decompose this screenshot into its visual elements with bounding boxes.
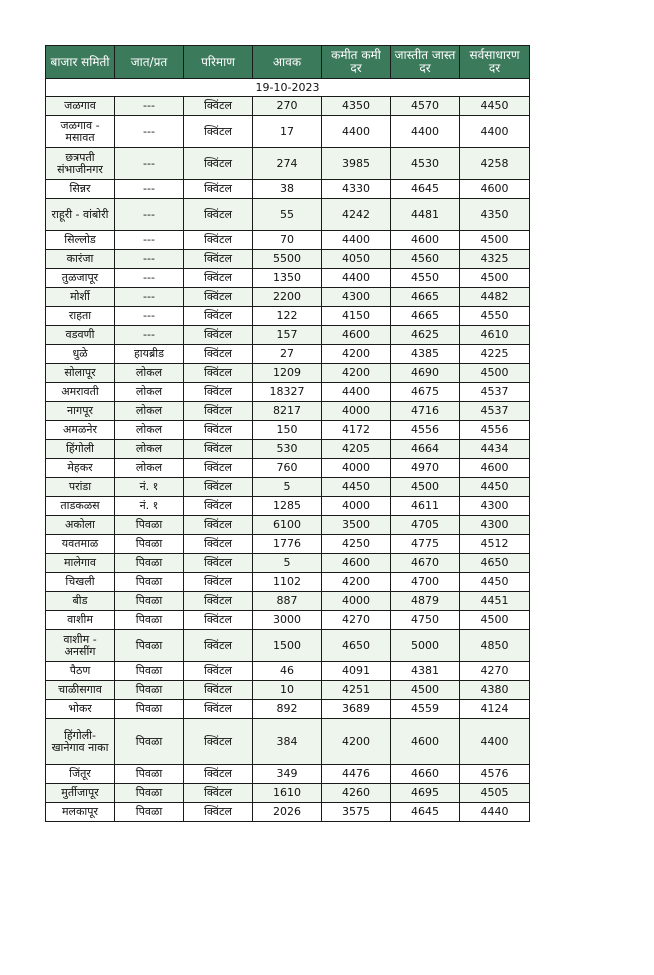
cell-variety: पिवळा (115, 516, 184, 535)
cell-unit: क्विंटल (184, 516, 253, 535)
cell-max-rate: 4400 (391, 116, 460, 148)
cell-max-rate: 4600 (391, 231, 460, 250)
cell-variety: नं. १ (115, 478, 184, 497)
cell-variety: पिवळा (115, 803, 184, 822)
cell-arrival: 55 (253, 199, 322, 231)
cell-market: तुळजापूर (46, 269, 115, 288)
cell-max-rate: 4556 (391, 421, 460, 440)
cell-market: परांडा (46, 478, 115, 497)
cell-market: वडवणी (46, 326, 115, 345)
header-max-rate: जास्तीत जास्त दर (391, 46, 460, 79)
cell-modal-rate: 4400 (460, 116, 530, 148)
cell-variety: पिवळा (115, 573, 184, 592)
cell-max-rate: 4675 (391, 383, 460, 402)
cell-max-rate: 4665 (391, 288, 460, 307)
cell-max-rate: 4690 (391, 364, 460, 383)
cell-arrival: 530 (253, 440, 322, 459)
cell-modal-rate: 4434 (460, 440, 530, 459)
cell-unit: क्विंटल (184, 611, 253, 630)
cell-modal-rate: 4225 (460, 345, 530, 364)
cell-min-rate: 4400 (322, 231, 391, 250)
cell-min-rate: 4200 (322, 719, 391, 765)
cell-variety: पिवळा (115, 554, 184, 573)
cell-arrival: 349 (253, 765, 322, 784)
cell-arrival: 760 (253, 459, 322, 478)
cell-modal-rate: 4500 (460, 269, 530, 288)
table-row (46, 116, 530, 148)
table-header (46, 46, 530, 79)
cell-variety: पिवळा (115, 611, 184, 630)
cell-modal-rate: 4325 (460, 250, 530, 269)
cell-arrival: 18327 (253, 383, 322, 402)
table-row (46, 345, 530, 364)
cell-arrival: 1776 (253, 535, 322, 554)
table-row (46, 784, 530, 803)
cell-arrival: 122 (253, 307, 322, 326)
cell-max-rate: 4500 (391, 478, 460, 497)
cell-unit: क्विंटल (184, 364, 253, 383)
cell-market: चाळीसगाव (46, 681, 115, 700)
table-row (46, 199, 530, 231)
cell-max-rate: 4775 (391, 535, 460, 554)
table-row (46, 516, 530, 535)
cell-variety: --- (115, 199, 184, 231)
cell-unit: क्विंटल (184, 681, 253, 700)
table-row (46, 307, 530, 326)
cell-modal-rate: 4270 (460, 662, 530, 681)
cell-unit: क्विंटल (184, 803, 253, 822)
cell-max-rate: 4750 (391, 611, 460, 630)
cell-modal-rate: 4380 (460, 681, 530, 700)
cell-modal-rate: 4300 (460, 516, 530, 535)
cell-market: सिन्नर (46, 180, 115, 199)
cell-market: जळगाव (46, 97, 115, 116)
table-row (46, 765, 530, 784)
cell-max-rate: 4381 (391, 662, 460, 681)
cell-arrival: 70 (253, 231, 322, 250)
cell-min-rate: 4330 (322, 180, 391, 199)
cell-market: मालेगाव (46, 554, 115, 573)
table-row (46, 497, 530, 516)
cell-market: बीड (46, 592, 115, 611)
cell-arrival: 270 (253, 97, 322, 116)
cell-modal-rate: 4650 (460, 554, 530, 573)
cell-max-rate: 4695 (391, 784, 460, 803)
cell-unit: क्विंटल (184, 97, 253, 116)
cell-min-rate: 4050 (322, 250, 391, 269)
cell-min-rate: 4600 (322, 554, 391, 573)
cell-unit: क्विंटल (184, 148, 253, 180)
cell-modal-rate: 4505 (460, 784, 530, 803)
cell-variety: --- (115, 250, 184, 269)
cell-max-rate: 4664 (391, 440, 460, 459)
header-arrival: आवक (253, 46, 322, 79)
table-row (46, 231, 530, 250)
cell-arrival: 1610 (253, 784, 322, 803)
cell-min-rate: 4300 (322, 288, 391, 307)
cell-min-rate: 4000 (322, 459, 391, 478)
cell-modal-rate: 4576 (460, 765, 530, 784)
header-modal-rate: सर्वसाधारण दर (460, 46, 530, 79)
cell-min-rate: 3575 (322, 803, 391, 822)
cell-market: राहता (46, 307, 115, 326)
cell-market: चिखली (46, 573, 115, 592)
cell-min-rate: 4251 (322, 681, 391, 700)
cell-arrival: 38 (253, 180, 322, 199)
cell-variety: पिवळा (115, 630, 184, 662)
cell-modal-rate: 4451 (460, 592, 530, 611)
cell-unit: क्विंटल (184, 383, 253, 402)
table-row (46, 554, 530, 573)
cell-max-rate: 4660 (391, 765, 460, 784)
cell-min-rate: 4350 (322, 97, 391, 116)
cell-market: मुर्तीजापूर (46, 784, 115, 803)
cell-modal-rate: 4500 (460, 611, 530, 630)
cell-variety: --- (115, 307, 184, 326)
cell-variety: --- (115, 148, 184, 180)
cell-unit: क्विंटल (184, 719, 253, 765)
header-unit: परिमाण (184, 46, 253, 79)
table-row (46, 326, 530, 345)
cell-min-rate: 4200 (322, 573, 391, 592)
cell-market: जिंतूर (46, 765, 115, 784)
cell-max-rate: 4559 (391, 700, 460, 719)
cell-min-rate: 4650 (322, 630, 391, 662)
table-row (46, 535, 530, 554)
cell-arrival: 3000 (253, 611, 322, 630)
table-row (46, 421, 530, 440)
cell-arrival: 6100 (253, 516, 322, 535)
cell-min-rate: 4400 (322, 269, 391, 288)
cell-unit: क्विंटल (184, 199, 253, 231)
cell-modal-rate: 4600 (460, 180, 530, 199)
cell-variety: --- (115, 180, 184, 199)
table-row (46, 573, 530, 592)
cell-unit: क्विंटल (184, 700, 253, 719)
cell-min-rate: 4200 (322, 345, 391, 364)
cell-min-rate: 4600 (322, 326, 391, 345)
cell-arrival: 10 (253, 681, 322, 700)
cell-market: अमरावती (46, 383, 115, 402)
cell-market: पैठण (46, 662, 115, 681)
cell-market: सिल्लोड (46, 231, 115, 250)
cell-max-rate: 4570 (391, 97, 460, 116)
cell-market: मेहकर (46, 459, 115, 478)
cell-modal-rate: 4600 (460, 459, 530, 478)
cell-market: नागपूर (46, 402, 115, 421)
cell-min-rate: 4400 (322, 383, 391, 402)
cell-variety: --- (115, 116, 184, 148)
cell-unit: क्विंटल (184, 326, 253, 345)
cell-modal-rate: 4258 (460, 148, 530, 180)
cell-unit: क्विंटल (184, 459, 253, 478)
cell-market: राहूरी - वांबोरी (46, 199, 115, 231)
cell-modal-rate: 4556 (460, 421, 530, 440)
cell-modal-rate: 4450 (460, 97, 530, 116)
table-row (46, 611, 530, 630)
cell-modal-rate: 4482 (460, 288, 530, 307)
header-variety: जात/प्रत (115, 46, 184, 79)
cell-arrival: 157 (253, 326, 322, 345)
cell-unit: क्विंटल (184, 231, 253, 250)
cell-variety: लोकल (115, 440, 184, 459)
cell-unit: क्विंटल (184, 180, 253, 199)
cell-market: वाशीम (46, 611, 115, 630)
table-row (46, 440, 530, 459)
cell-variety: पिवळा (115, 535, 184, 554)
cell-arrival: 2026 (253, 803, 322, 822)
cell-market: छत्रपती संभाजीनगर (46, 148, 115, 180)
cell-min-rate: 4000 (322, 402, 391, 421)
cell-min-rate: 4476 (322, 765, 391, 784)
cell-min-rate: 4205 (322, 440, 391, 459)
cell-arrival: 2200 (253, 288, 322, 307)
table-row (46, 630, 530, 662)
cell-market: हिंगोली (46, 440, 115, 459)
cell-unit: क्विंटल (184, 402, 253, 421)
cell-variety: लोकल (115, 402, 184, 421)
cell-variety: --- (115, 269, 184, 288)
cell-max-rate: 4645 (391, 803, 460, 822)
cell-variety: पिवळा (115, 765, 184, 784)
cell-modal-rate: 4550 (460, 307, 530, 326)
cell-market: मोर्शी (46, 288, 115, 307)
cell-arrival: 1209 (253, 364, 322, 383)
cell-unit: क्विंटल (184, 573, 253, 592)
cell-arrival: 17 (253, 116, 322, 148)
cell-min-rate: 4150 (322, 307, 391, 326)
cell-min-rate: 4450 (322, 478, 391, 497)
cell-modal-rate: 4537 (460, 383, 530, 402)
cell-market: हिंगोली- खानेगाव नाका (46, 719, 115, 765)
cell-arrival: 1500 (253, 630, 322, 662)
table-row (46, 478, 530, 497)
cell-arrival: 46 (253, 662, 322, 681)
cell-min-rate: 3985 (322, 148, 391, 180)
cell-variety: लोकल (115, 421, 184, 440)
cell-variety: लोकल (115, 364, 184, 383)
table-row (46, 459, 530, 478)
table-row (46, 803, 530, 822)
cell-variety: लोकल (115, 459, 184, 478)
cell-min-rate: 4000 (322, 592, 391, 611)
cell-modal-rate: 4124 (460, 700, 530, 719)
cell-variety: लोकल (115, 383, 184, 402)
cell-min-rate: 4250 (322, 535, 391, 554)
cell-min-rate: 4200 (322, 364, 391, 383)
cell-modal-rate: 4500 (460, 364, 530, 383)
cell-variety: पिवळा (115, 784, 184, 803)
cell-modal-rate: 4450 (460, 573, 530, 592)
cell-max-rate: 4879 (391, 592, 460, 611)
cell-max-rate: 4645 (391, 180, 460, 199)
cell-min-rate: 3689 (322, 700, 391, 719)
cell-unit: क्विंटल (184, 630, 253, 662)
cell-max-rate: 4530 (391, 148, 460, 180)
cell-variety: नं. १ (115, 497, 184, 516)
cell-arrival: 5 (253, 478, 322, 497)
header-market: बाजार समिती (46, 46, 115, 79)
cell-market: कारंजा (46, 250, 115, 269)
cell-arrival: 892 (253, 700, 322, 719)
cell-modal-rate: 4440 (460, 803, 530, 822)
cell-arrival: 1102 (253, 573, 322, 592)
table-row (46, 97, 530, 116)
cell-max-rate: 4705 (391, 516, 460, 535)
date-cell: 19-10-2023 (46, 79, 530, 97)
cell-max-rate: 4716 (391, 402, 460, 421)
cell-unit: क्विंटल (184, 554, 253, 573)
cell-max-rate: 4670 (391, 554, 460, 573)
cell-max-rate: 4665 (391, 307, 460, 326)
cell-max-rate: 5000 (391, 630, 460, 662)
cell-variety: पिवळा (115, 662, 184, 681)
table-body (46, 79, 530, 822)
cell-modal-rate: 4300 (460, 497, 530, 516)
cell-modal-rate: 4350 (460, 199, 530, 231)
table-row (46, 148, 530, 180)
cell-arrival: 274 (253, 148, 322, 180)
header-min-rate: कमीत कमी दर (322, 46, 391, 79)
cell-arrival: 1350 (253, 269, 322, 288)
cell-unit: क्विंटल (184, 535, 253, 554)
cell-variety: पिवळा (115, 719, 184, 765)
cell-variety: --- (115, 326, 184, 345)
cell-unit: क्विंटल (184, 765, 253, 784)
cell-arrival: 887 (253, 592, 322, 611)
cell-min-rate: 3500 (322, 516, 391, 535)
cell-variety: --- (115, 231, 184, 250)
market-rates-table (45, 45, 530, 822)
table-row (46, 383, 530, 402)
cell-variety: पिवळा (115, 700, 184, 719)
cell-arrival: 27 (253, 345, 322, 364)
table-row (46, 402, 530, 421)
cell-market: सोलापूर (46, 364, 115, 383)
cell-unit: क्विंटल (184, 345, 253, 364)
cell-min-rate: 4260 (322, 784, 391, 803)
cell-max-rate: 4385 (391, 345, 460, 364)
table-row (46, 681, 530, 700)
cell-market: भोकर (46, 700, 115, 719)
cell-arrival: 1285 (253, 497, 322, 516)
cell-arrival: 150 (253, 421, 322, 440)
table-row (46, 250, 530, 269)
cell-market: ताडकळस (46, 497, 115, 516)
cell-unit: क्विंटल (184, 440, 253, 459)
cell-unit: क्विंटल (184, 478, 253, 497)
table-row (46, 700, 530, 719)
cell-market: धुळे (46, 345, 115, 364)
table-row (46, 364, 530, 383)
cell-unit: क्विंटल (184, 250, 253, 269)
table-row (46, 180, 530, 199)
cell-market: अकोला (46, 516, 115, 535)
cell-max-rate: 4970 (391, 459, 460, 478)
cell-market: मलकापूर (46, 803, 115, 822)
cell-variety: --- (115, 288, 184, 307)
cell-max-rate: 4481 (391, 199, 460, 231)
cell-min-rate: 4242 (322, 199, 391, 231)
cell-unit: क्विंटल (184, 421, 253, 440)
cell-max-rate: 4560 (391, 250, 460, 269)
cell-max-rate: 4500 (391, 681, 460, 700)
cell-unit: क्विंटल (184, 307, 253, 326)
cell-modal-rate: 4500 (460, 231, 530, 250)
cell-variety: --- (115, 97, 184, 116)
table-row (46, 662, 530, 681)
table-row (46, 592, 530, 611)
cell-modal-rate: 4610 (460, 326, 530, 345)
cell-market: वाशीम - अनसींग (46, 630, 115, 662)
cell-max-rate: 4611 (391, 497, 460, 516)
cell-min-rate: 4000 (322, 497, 391, 516)
cell-min-rate: 4172 (322, 421, 391, 440)
cell-min-rate: 4400 (322, 116, 391, 148)
cell-max-rate: 4625 (391, 326, 460, 345)
cell-unit: क्विंटल (184, 662, 253, 681)
cell-arrival: 8217 (253, 402, 322, 421)
cell-modal-rate: 4400 (460, 719, 530, 765)
cell-arrival: 5 (253, 554, 322, 573)
cell-arrival: 5500 (253, 250, 322, 269)
cell-market: अमळनेर (46, 421, 115, 440)
date-row (46, 79, 530, 97)
cell-variety: पिवळा (115, 592, 184, 611)
cell-modal-rate: 4537 (460, 402, 530, 421)
market-rates-table-wrapper (45, 45, 529, 822)
table-row (46, 719, 530, 765)
cell-unit: क्विंटल (184, 116, 253, 148)
cell-max-rate: 4550 (391, 269, 460, 288)
cell-modal-rate: 4850 (460, 630, 530, 662)
cell-arrival: 384 (253, 719, 322, 765)
cell-modal-rate: 4512 (460, 535, 530, 554)
cell-variety: पिवळा (115, 681, 184, 700)
cell-modal-rate: 4450 (460, 478, 530, 497)
cell-min-rate: 4091 (322, 662, 391, 681)
cell-min-rate: 4270 (322, 611, 391, 630)
cell-unit: क्विंटल (184, 269, 253, 288)
cell-unit: क्विंटल (184, 497, 253, 516)
table-row (46, 288, 530, 307)
cell-max-rate: 4600 (391, 719, 460, 765)
cell-unit: क्विंटल (184, 592, 253, 611)
header-row (46, 46, 530, 79)
cell-market: जळगाव - मसावत (46, 116, 115, 148)
cell-unit: क्विंटल (184, 784, 253, 803)
cell-max-rate: 4700 (391, 573, 460, 592)
cell-variety: हायब्रीड (115, 345, 184, 364)
table-row (46, 269, 530, 288)
cell-unit: क्विंटल (184, 288, 253, 307)
cell-market: यवतमाळ (46, 535, 115, 554)
